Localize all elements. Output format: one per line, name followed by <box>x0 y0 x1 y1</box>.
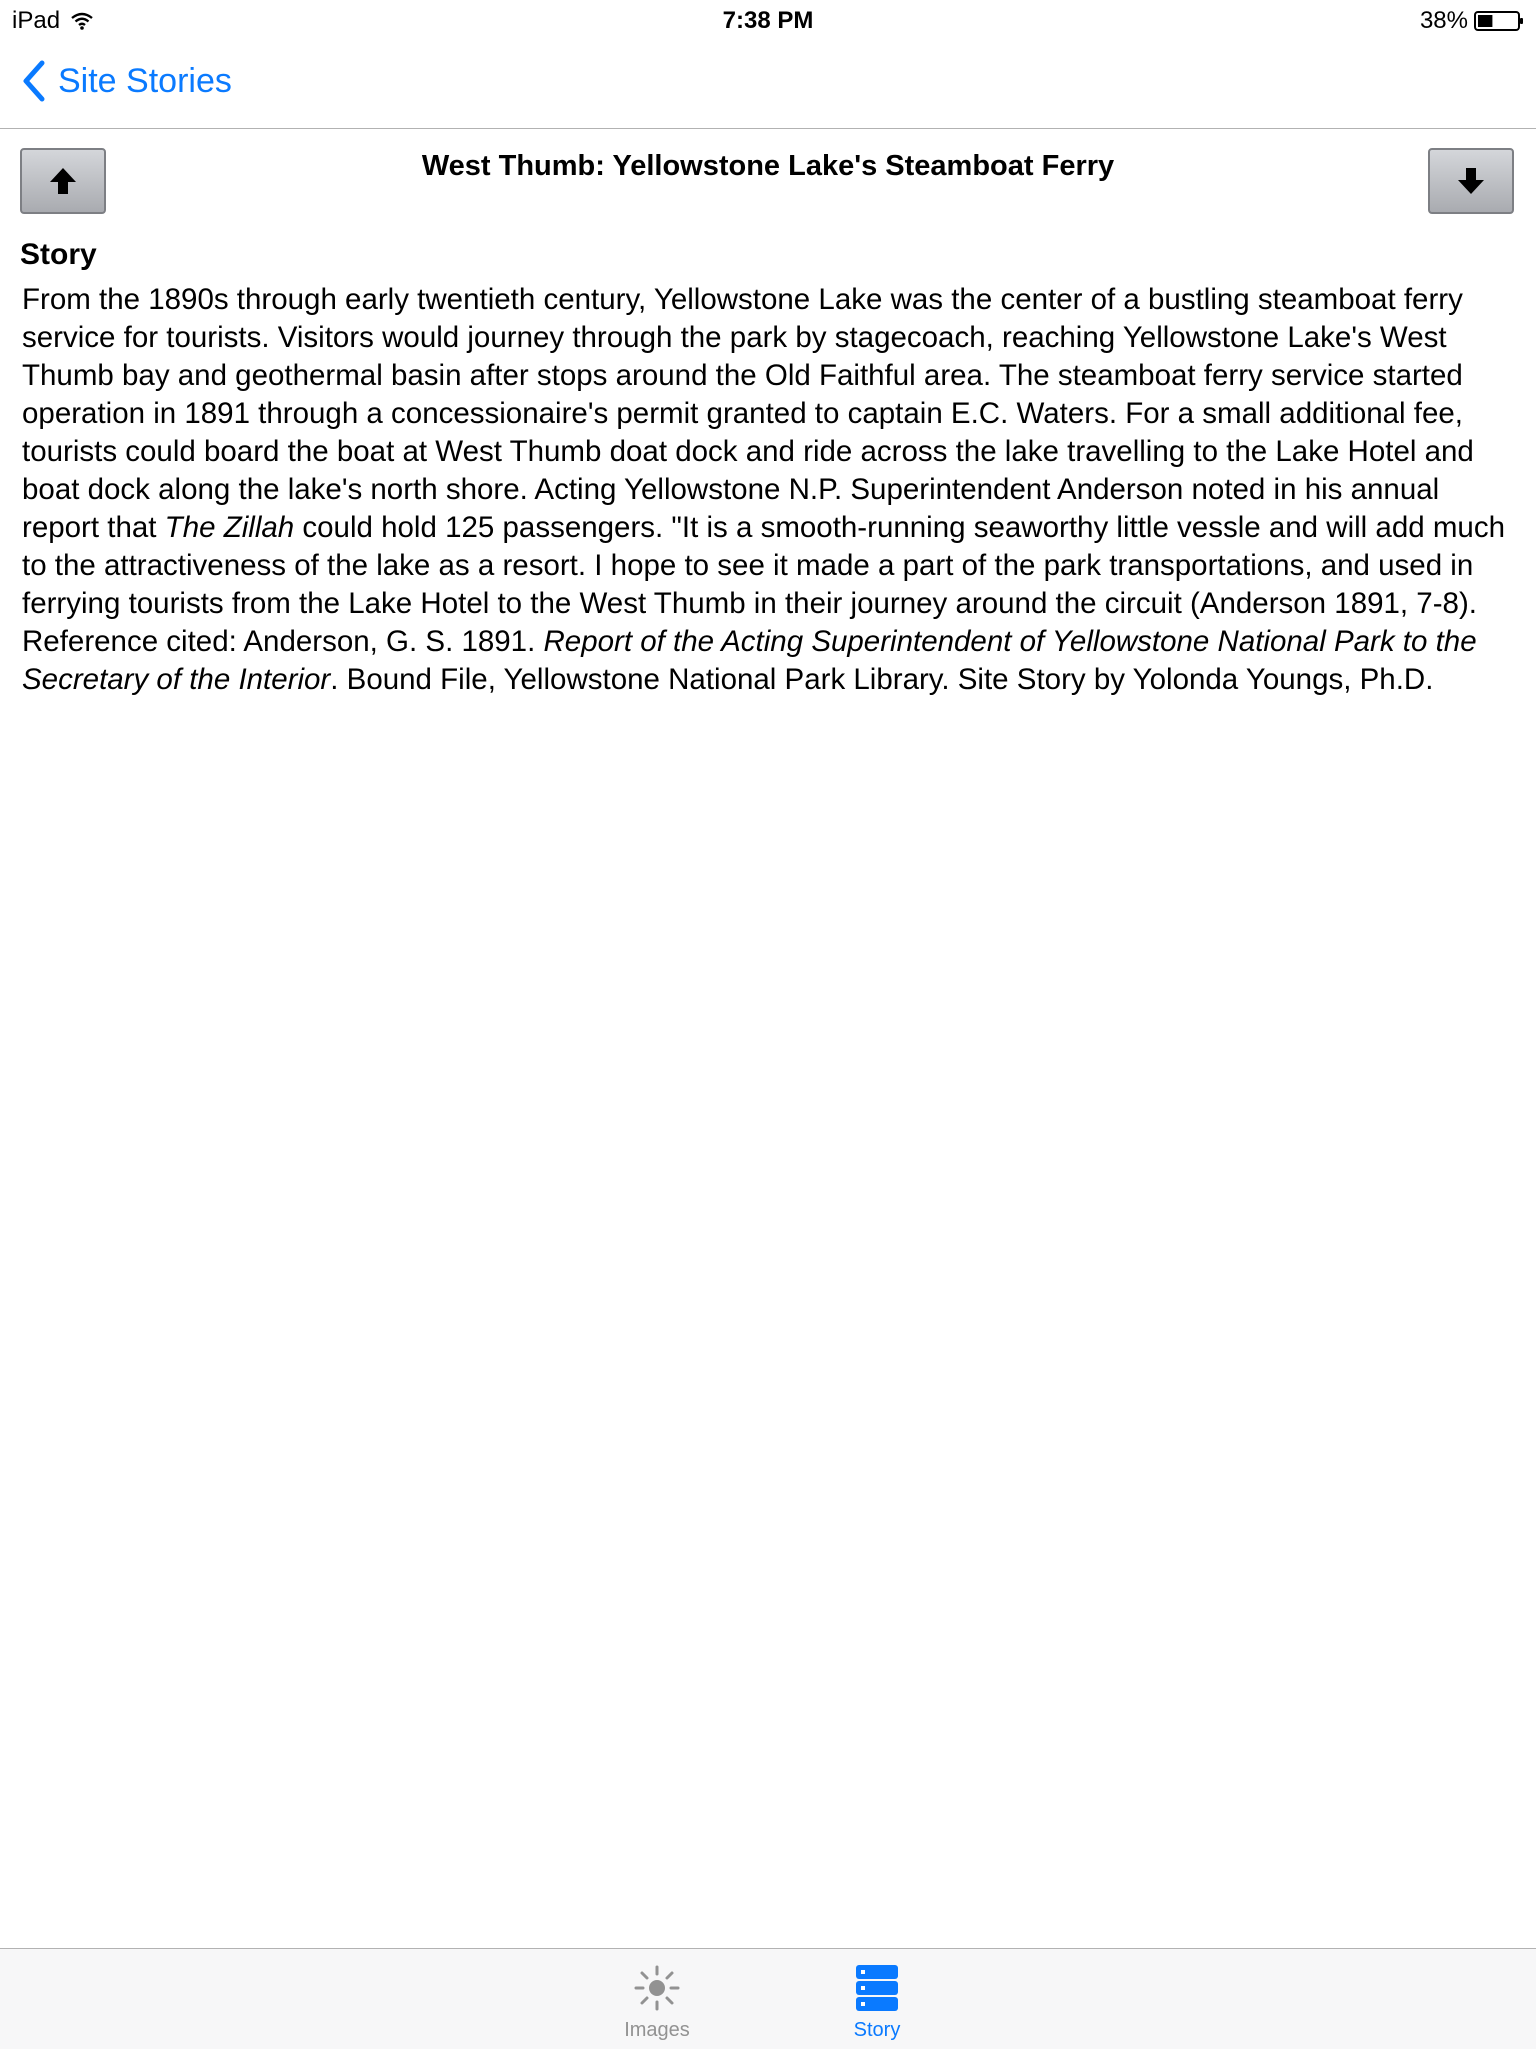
navigation-bar <box>0 40 1536 129</box>
back-button-label: Site Stories <box>58 61 232 100</box>
previous-story-button[interactable] <box>20 148 106 214</box>
tab-images[interactable] <box>577 1963 737 2042</box>
next-story-button[interactable] <box>1428 148 1514 214</box>
story-body <box>22 281 1518 699</box>
arrow-up-icon <box>48 166 78 196</box>
battery-icon <box>1474 10 1524 32</box>
tab-bar <box>0 1948 1536 2049</box>
device-name: iPad <box>12 7 61 34</box>
arrow-down-icon <box>1456 166 1486 196</box>
sun-icon <box>632 1963 682 2013</box>
tab-story-label: Story <box>853 2019 901 2041</box>
section-heading: Story <box>20 238 97 271</box>
status-time: 7:38 PM <box>722 7 814 34</box>
story-title: West Thumb: Yellowstone Lake's Steamboat Ferry <box>421 150 1115 182</box>
list-icon <box>852 1963 902 2013</box>
story-text-part3: . Bound File, Yellowstone National Park Library. Site Story by Yolonda Youngs, Ph.D. <box>330 663 1434 696</box>
chevron-left-icon <box>22 60 46 102</box>
story-text-part1: From the 1890s through early twentieth century, Yellowstone Lake was the center of a bustling steamboat ferry service for tourists. Visitors would journey through the park by stagecoach, reaching Yellowstone Lake's West Thumb bay and geothermal basin after stops around the Old Faithful area. The steamboat ferry service started operation in 1891 through a concessionaire's permit granted to captain E.C. Waters. For a small additional fee, tourists could board the boat at West Thumb doat dock and ride across the lake travelling to the Lake Hotel and boat dock along the lake's north shore. Acting Yellowstone N.P. Superintendent Anderson noted in his annual report that <box>22 283 1474 544</box>
story-text-part2: could hold 125 passengers. "It is a smooth-running seaworthy little vessle and will add much to the attractiveness of the lake as a resort. I hope to see it made a part of the park transportations, and used in ferrying tourists from the Lake Hotel to the West Thumb in their journey around the circuit (Anderson 1891, 7-8). Reference cited: Anderson, G. S. 1891. <box>22 511 1505 658</box>
battery-percent: 38% <box>1419 7 1468 34</box>
story-text-italic1: The Zillah <box>164 511 295 544</box>
story-text-italic2: Report of the Acting Superintendent of Yellowstone National Park to the Secretary of the Interior <box>22 625 1477 696</box>
tab-story[interactable] <box>797 1963 957 2042</box>
tab-images-label: Images <box>624 2019 690 2041</box>
status-right <box>1420 7 1524 35</box>
status-bar <box>0 0 1536 40</box>
back-button[interactable] <box>22 60 232 102</box>
